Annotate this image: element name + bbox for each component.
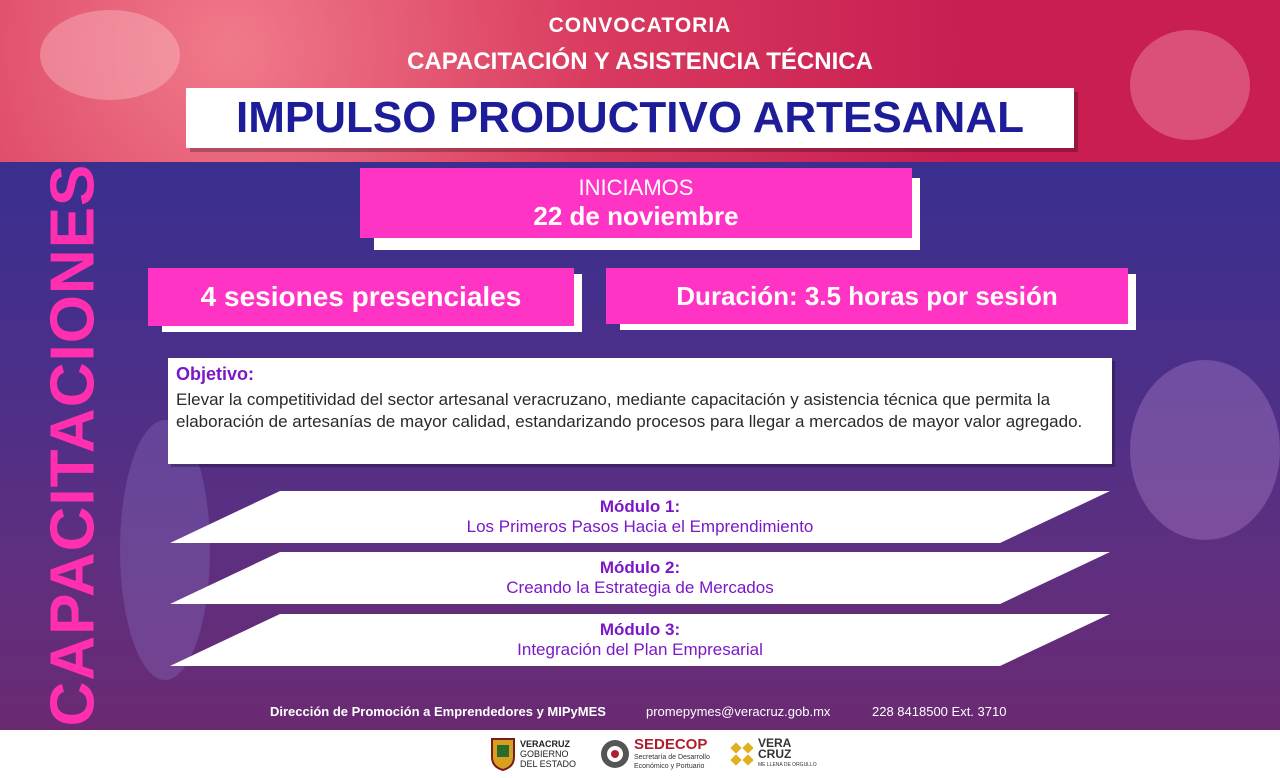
objective-text: Elevar la competitividad del sector artesanal veracruzano, mediante capacitación y asistencia técnica que permita la elaboración de artesanías de mayor calidad, estandarizando procesos para llegar a mercados de mayor valor agregado. <box>176 390 1083 431</box>
veracruz-shield-icon <box>490 737 516 771</box>
module-2-name: Creando la Estrategia de Mercados <box>506 578 774 597</box>
subtitle: CAPACITACIÓN Y ASISTENCIA TÉCNICA <box>407 48 873 75</box>
module-1-name: Los Primeros Pasos Hacia el Emprendimiento <box>466 517 814 536</box>
decor-blob <box>1130 30 1250 140</box>
veracruz-flower-icon <box>730 742 754 766</box>
module-1 <box>170 491 1110 543</box>
veracruz-brand-logo <box>730 734 817 774</box>
module-2 <box>170 552 1110 604</box>
duration-box <box>606 268 1136 330</box>
sedecop-crest-icon <box>600 737 630 771</box>
decor-blob <box>1130 360 1280 540</box>
start-date-box <box>360 168 920 250</box>
objective-heading: Objetivo: <box>176 364 255 384</box>
convocatoria-label: CONVOCATORIA <box>548 14 732 37</box>
brand-name-1: VERA <box>758 735 792 750</box>
sedecop-line1: Secretaría de Desarrollo <box>634 754 710 761</box>
sedecop-name: SEDECOP <box>634 736 708 753</box>
main-title-banner <box>186 88 1074 148</box>
brand-name-2: CRUZ <box>758 746 792 761</box>
gov-line3: DEL ESTADO <box>520 759 577 769</box>
gov-line1: VERACRUZ <box>520 739 571 749</box>
sedecop-logo <box>600 734 710 774</box>
contact-phone: 228 8418500 Ext. 3710 <box>872 704 1007 719</box>
gov-line2: GOBIERNO <box>520 749 569 759</box>
module-3-label: Módulo 3: <box>599 620 681 639</box>
gov-logo <box>490 734 576 774</box>
module-3-name: Integración del Plan Empresarial <box>517 640 763 659</box>
side-title-text: CAPACITACIONES <box>38 163 108 727</box>
main-title: IMPULSO PRODUCTIVO ARTESANAL <box>236 93 1024 142</box>
sessions-box <box>148 268 582 332</box>
module-3 <box>170 614 1110 666</box>
sessions-text: 4 sesiones presenciales <box>200 281 522 312</box>
start-label: INICIAMOS <box>578 174 694 200</box>
office-name: Dirección de Promoción a Emprendedores y MIPyMES <box>270 704 606 719</box>
brand-tagline: ME LLENA DE ORGULLO <box>758 761 817 768</box>
duration-text: Duración: 3.5 horas por sesión <box>676 280 1058 311</box>
side-title <box>38 160 108 730</box>
sedecop-line2: Económico y Portuario <box>634 763 705 770</box>
module-2-label: Módulo 2: <box>599 558 681 577</box>
module-1-label: Módulo 1: <box>599 497 681 516</box>
start-date: 22 de noviembre <box>533 200 739 231</box>
contact-email[interactable]: promepymes@veracruz.gob.mx <box>646 704 831 719</box>
objective-box <box>168 358 1112 464</box>
